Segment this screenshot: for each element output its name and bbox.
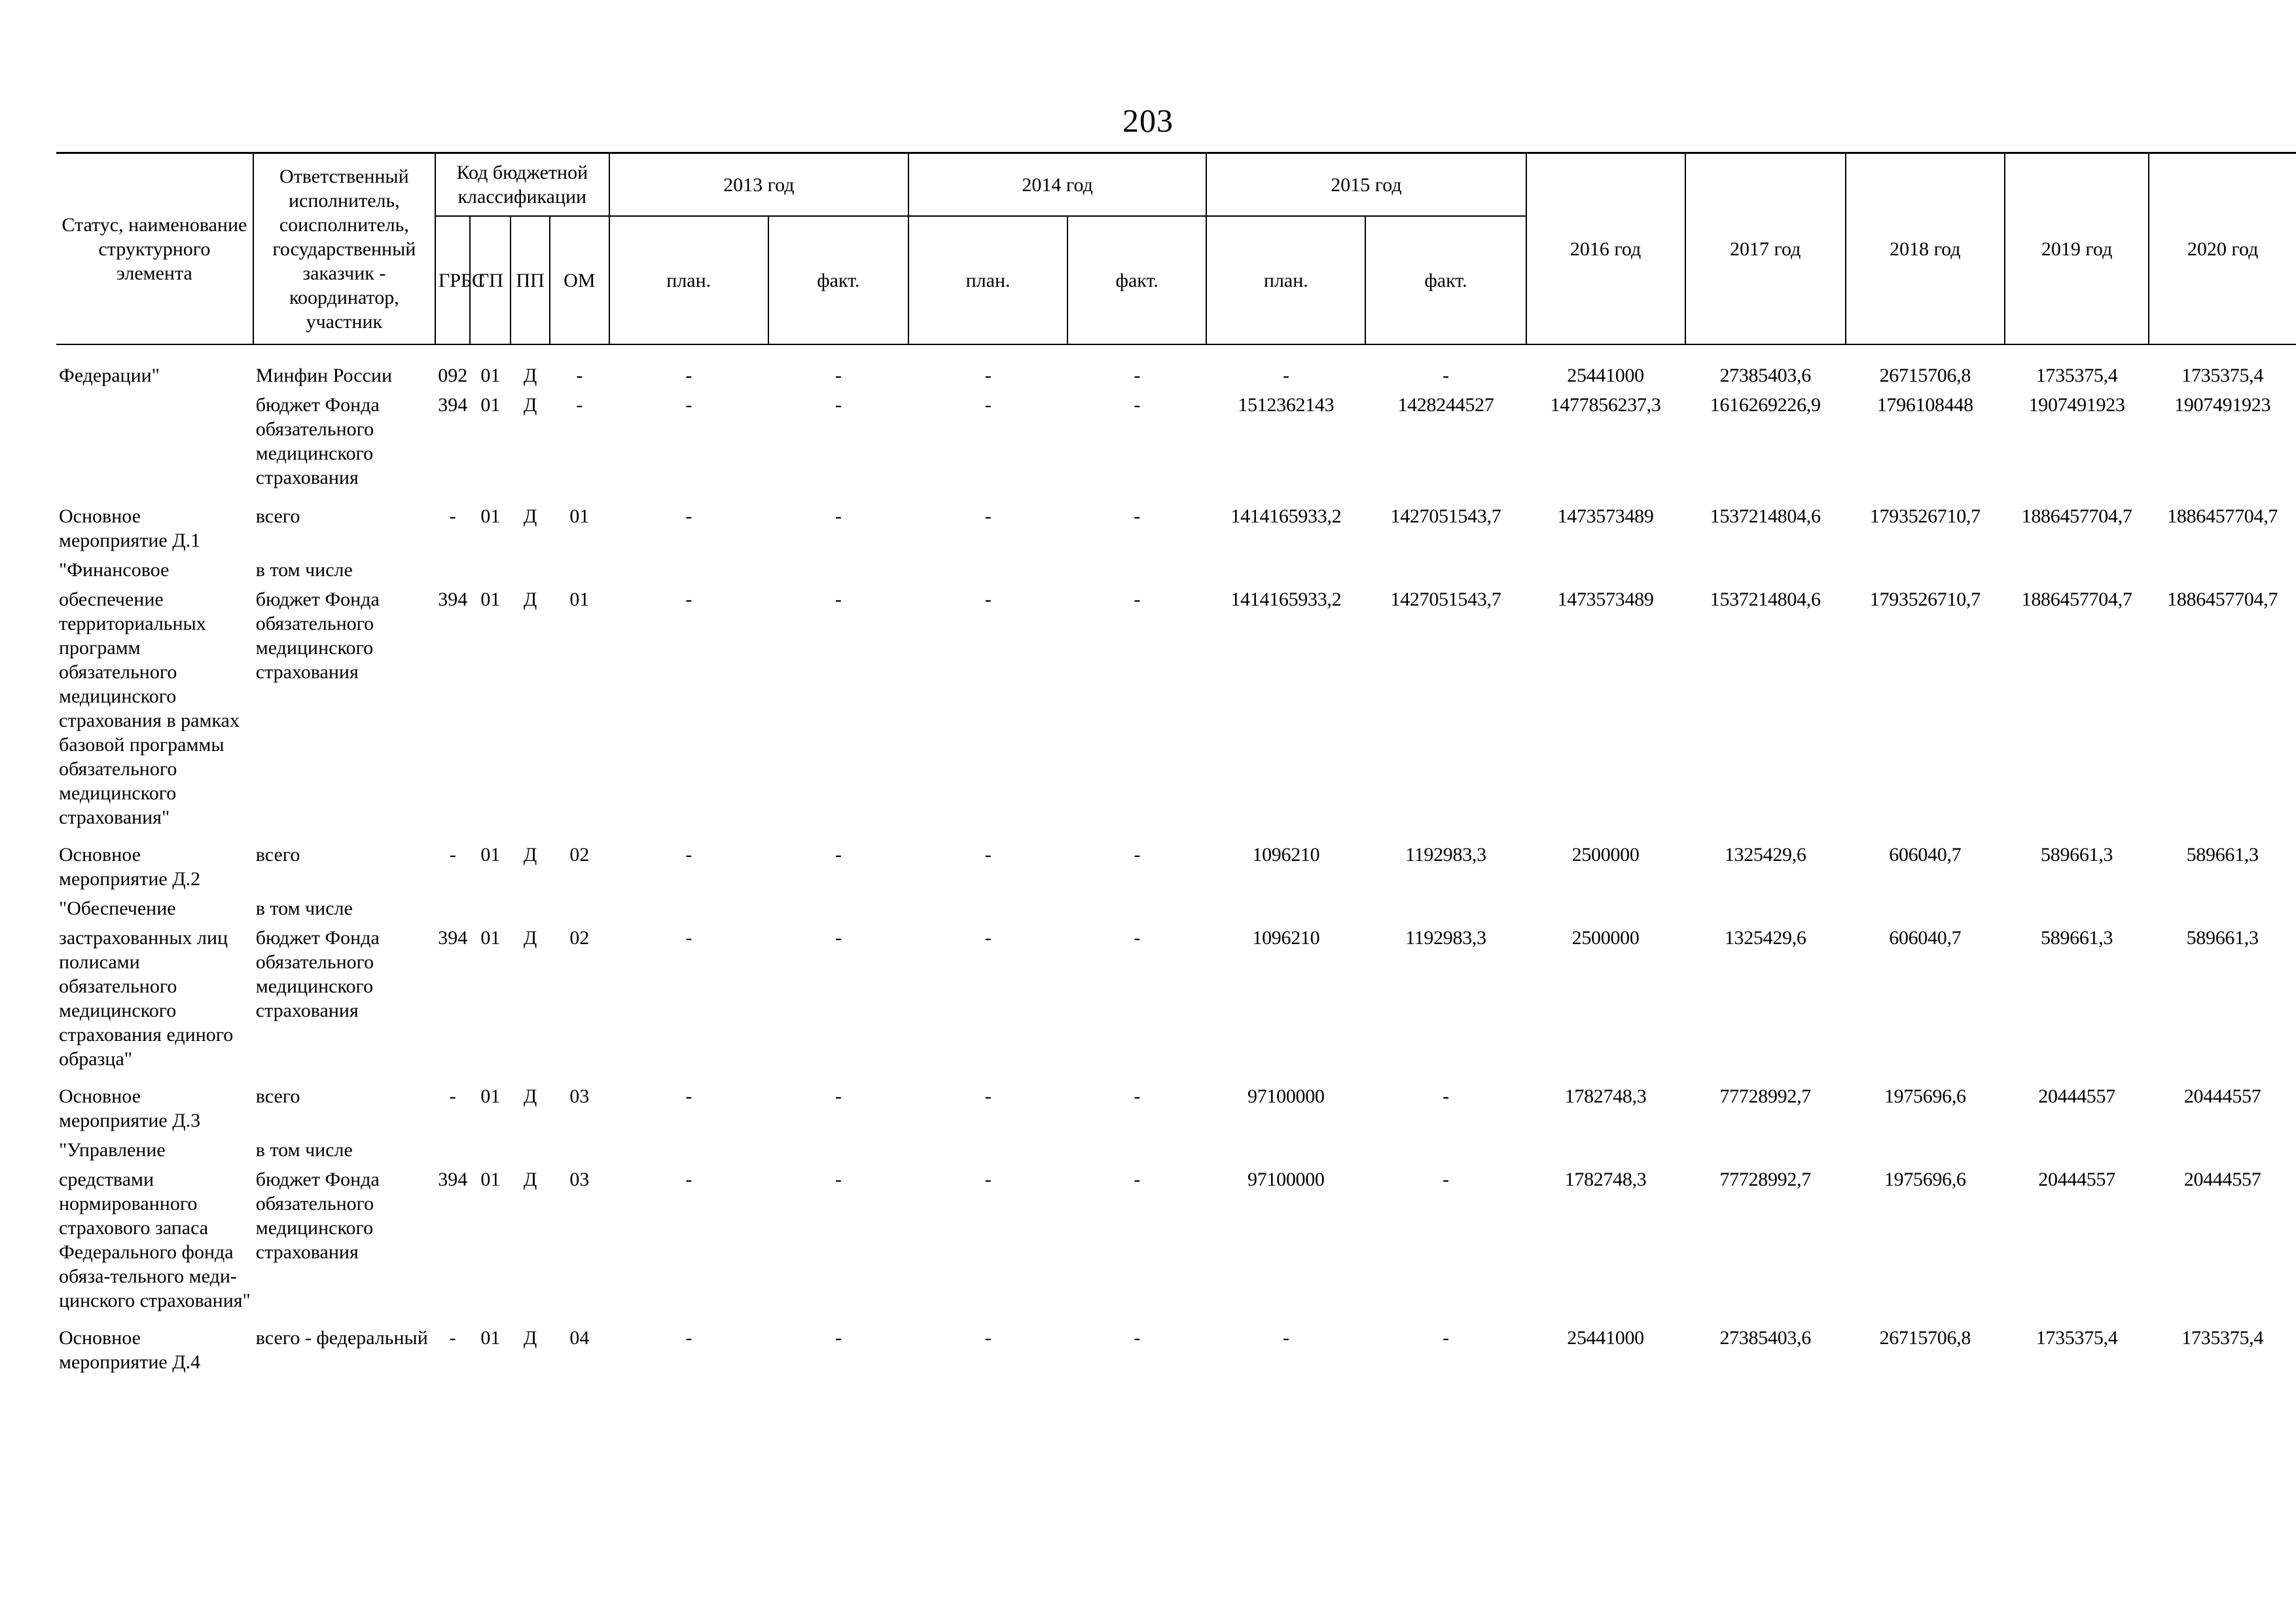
value-2013-fact [768,894,908,923]
value-2020: 589661,3 [2186,927,2259,949]
header-2016: 2016 год [1526,153,1685,345]
value-2014-plan: - [984,394,992,416]
value-2013-plan: - [685,1085,692,1107]
value-2017 [1685,1135,1846,1165]
value-2013-fact: - [835,1327,842,1349]
value-2018 [1846,894,2005,923]
value-2017 [1685,894,1846,923]
budget-table-container [56,152,2296,1377]
table-row [56,1082,2296,1135]
row-status: Федерации" [59,365,160,386]
row-status: Основное мероприятие Д.3 [59,1085,201,1131]
header-2015-fact: факт. [1365,216,1526,344]
value-2019: 589661,3 [2041,927,2113,949]
value-2015-fact: - [1443,365,1449,386]
table-row [56,1323,2296,1377]
value-2014-plan [908,1135,1067,1165]
value-2015-plan: 1512362143 [1238,394,1335,416]
row-responsible: в том числе [255,559,353,581]
value-2020: 20444557 [2183,1085,2261,1107]
table-row [56,1135,2296,1165]
row-om: - [576,394,583,416]
value-2013-plan: - [685,844,692,866]
value-2018: 26715706,8 [1879,1327,1971,1349]
row-spacer [56,492,2296,501]
value-2017: 1325429,6 [1724,927,1806,949]
row-gp [470,1135,511,1165]
value-2015-fact: 1427051543,7 [1390,589,1501,610]
header-2013-plan: план. [609,216,768,344]
row-responsible: всего [255,505,300,527]
row-pp: Д [523,1085,537,1107]
row-status: средствами нормированного страхового запаса Федерального фонда обяза-тельного меди-цинского страхования" [59,1169,251,1311]
row-responsible: Минфин России [255,365,393,386]
value-2019 [2005,894,2149,923]
header-2015: 2015 год [1206,153,1526,217]
header-2013-fact: факт. [768,216,908,344]
value-2018: 26715706,8 [1879,365,1971,386]
row-grbs: - [449,844,456,866]
row-om: 01 [569,589,590,610]
value-2014-plan: - [984,505,992,527]
value-2019: 20444557 [2038,1085,2115,1107]
value-2016 [1526,894,1685,923]
value-2015-plan: - [1282,365,1289,386]
row-om: 03 [569,1169,590,1190]
header-grbs: ГРБС [435,216,471,344]
value-2015-fact: - [1443,1169,1449,1190]
value-2013-fact: - [835,844,842,866]
row-om: 02 [569,927,590,949]
value-2020 [2149,1135,2296,1165]
row-gp [470,555,511,585]
value-2015-fact: - [1443,1327,1449,1349]
value-2015-fact: 1192983,3 [1405,844,1486,866]
value-2014-plan [908,555,1067,585]
row-responsible: бюджет Фонда обязательного медицинского страхования [255,927,380,1021]
row-om: 04 [569,1327,590,1349]
row-gp: 01 [480,365,501,386]
row-pp [511,555,550,585]
value-2016: 25441000 [1567,365,1644,386]
row-om: - [576,365,583,386]
row-grbs: 394 [438,589,468,610]
value-2015-plan [1206,555,1365,585]
value-2016: 2500000 [1571,927,1640,949]
value-2015-plan: - [1282,1327,1289,1349]
value-2015-fact: 1428244527 [1397,394,1494,416]
value-2015-plan: 1414165933,2 [1230,505,1342,527]
value-2014-fact [1067,555,1206,585]
table-header [56,153,2296,345]
header-2020: 2020 год [2149,153,2296,345]
value-2020: 1886457704,7 [2167,589,2278,610]
value-2013-fact: - [835,589,842,610]
value-2018: 1793526710,7 [1869,505,1981,527]
value-2013-plan: - [685,365,692,386]
value-2014-fact: - [1134,394,1141,416]
value-2019: 1886457704,7 [2021,505,2132,527]
row-status: Основное мероприятие Д.4 [59,1327,201,1373]
row-gp: 01 [480,927,501,949]
row-spacer [56,1315,2296,1323]
value-2017: 77728992,7 [1719,1085,1811,1107]
value-2013-fact: - [835,1085,842,1107]
value-2015-plan: 1096210 [1252,927,1320,949]
value-2016: 1782748,3 [1564,1169,1647,1190]
row-spacer [56,832,2296,840]
value-2016: 1477856237,3 [1550,394,1661,416]
row-status: обеспечение территориальных программ обязательного медицинского страхования в рамках базовой программы обязательного медицинского страхования" [59,589,240,828]
row-status: застрахованных лиц полисами обязательного медицинского страхования единого образца" [59,927,234,1070]
row-pp: Д [523,365,537,386]
value-2019 [2005,1135,2149,1165]
row-status [56,390,253,492]
value-2013-plan: - [685,589,692,610]
value-2020: 1735375,4 [2181,365,2264,386]
header-2018: 2018 год [1846,153,2005,345]
value-2013-plan: - [685,394,692,416]
value-2014-plan: - [984,1169,992,1190]
row-om: 02 [569,844,590,866]
row-grbs: 394 [438,1169,468,1190]
value-2018: 1796108448 [1876,394,1973,416]
value-2020: 20444557 [2183,1169,2261,1190]
value-2019 [2005,555,2149,585]
row-responsible: всего - федеральный [255,1327,428,1349]
value-2020 [2149,894,2296,923]
value-2013-fact [768,555,908,585]
header-responsible: Ответственный исполнитель, соисполнитель, государственный заказчик - координатор, участник [253,153,435,345]
value-2014-fact [1067,1135,1206,1165]
value-2019: 589661,3 [2041,844,2113,866]
row-grbs: 092 [438,365,468,386]
row-gp: 01 [480,589,501,610]
value-2018 [1846,1135,2005,1165]
value-2014-fact: - [1134,1327,1141,1349]
value-2017: 1325429,6 [1724,844,1806,866]
row-om: 01 [569,505,590,527]
value-2016: 25441000 [1567,1327,1644,1349]
value-2018: 1975696,6 [1884,1169,1966,1190]
table-row [56,1165,2296,1315]
value-2016 [1526,1135,1685,1165]
row-om [550,1135,609,1165]
value-2013-plan [609,1135,768,1165]
value-2014-fact: - [1134,505,1141,527]
value-2014-fact: - [1134,927,1141,949]
value-2013-plan: - [685,505,692,527]
value-2014-fact: - [1134,844,1141,866]
value-2014-fact: - [1134,589,1141,610]
row-gp: 01 [480,1085,501,1107]
header-2019: 2019 год [2005,153,2149,345]
value-2013-fact: - [835,365,842,386]
row-gp: 01 [480,394,501,416]
row-grbs: 394 [438,394,468,416]
row-pp: Д [523,394,537,416]
row-status: Основное мероприятие Д.1 [59,505,201,551]
value-2015-plan: 1096210 [1252,844,1320,866]
value-2015-plan: 97100000 [1247,1085,1325,1107]
row-pp: Д [523,1169,537,1190]
row-grbs: - [449,1085,456,1107]
header-gp: ГП [470,216,511,344]
value-2014-fact: - [1134,1169,1141,1190]
row-status: Основное мероприятие Д.2 [59,844,201,890]
value-2017: 1537214804,6 [1710,589,1821,610]
row-grbs [435,1135,471,1165]
value-2014-plan: - [984,927,992,949]
header-2013: 2013 год [609,153,908,217]
row-grbs: - [449,505,456,527]
value-2013-plan [609,555,768,585]
value-2015-fact [1365,1135,1526,1165]
value-2016: 1473573489 [1557,505,1654,527]
header-budget-code: Код бюджетной классификации [435,153,609,217]
value-2019: 1886457704,7 [2021,589,2132,610]
value-2015-fact [1365,894,1526,923]
value-2014-plan: - [984,1085,992,1107]
value-2017: 27385403,6 [1719,365,1811,386]
value-2014-fact [1067,894,1206,923]
value-2020: 1886457704,7 [2167,505,2278,527]
value-2016: 2500000 [1571,844,1640,866]
value-2020 [2149,555,2296,585]
value-2013-plan: - [685,1169,692,1190]
value-2013-fact: - [835,505,842,527]
value-2015-plan [1206,894,1365,923]
value-2020: 1907491923 [2174,394,2271,416]
value-2015-fact: 1192983,3 [1405,927,1486,949]
table-row [56,894,2296,923]
value-2018: 606040,7 [1889,844,1962,866]
row-pp [511,1135,550,1165]
table-row [56,361,2296,390]
table-row [56,555,2296,585]
row-pp [511,894,550,923]
row-pp: Д [523,1327,537,1349]
value-2014-fact: - [1134,365,1141,386]
value-2016: 1473573489 [1557,589,1654,610]
header-2014: 2014 год [908,153,1206,217]
row-gp: 01 [480,1327,501,1349]
row-responsible: бюджет Фонда обязательного медицинского страхования [255,589,380,683]
value-2015-plan: 1414165933,2 [1230,589,1342,610]
value-2019: 1735375,4 [2036,1327,2118,1349]
row-grbs [435,894,471,923]
value-2014-plan: - [984,365,992,386]
value-2017: 77728992,7 [1719,1169,1811,1190]
table-row [56,501,2296,555]
value-2013-plan: - [685,927,692,949]
row-responsible: в том числе [255,1139,353,1161]
row-gp: 01 [480,505,501,527]
header-2017: 2017 год [1685,153,1846,345]
row-responsible: всего [255,844,300,866]
value-2018 [1846,555,2005,585]
header-2014-plan: план. [908,216,1067,344]
value-2013-plan [609,894,768,923]
table-row [56,390,2296,492]
table-row [56,840,2296,894]
row-gp: 01 [480,844,501,866]
value-2014-plan: - [984,844,992,866]
row-responsible: всего [255,1085,300,1107]
value-2017: 27385403,6 [1719,1327,1811,1349]
table-body [56,344,2296,1377]
row-pp: Д [523,505,537,527]
value-2016: 1782748,3 [1564,1085,1647,1107]
row-om: 03 [569,1085,590,1107]
value-2017: 1537214804,6 [1710,505,1821,527]
value-2016 [1526,555,1685,585]
value-2019: 1735375,4 [2036,365,2118,386]
value-2013-fact: - [835,1169,842,1190]
value-2017 [1685,555,1846,585]
row-grbs: - [449,1327,456,1349]
value-2014-plan [908,894,1067,923]
value-2013-fact: - [835,394,842,416]
value-2019: 20444557 [2038,1169,2115,1190]
row-grbs: 394 [438,927,468,949]
header-status: Статус, наименование структурного элемента [56,153,253,345]
value-2018: 1975696,6 [1884,1085,1966,1107]
row-responsible: бюджет Фонда обязательного медицинского страхования [255,394,380,488]
value-2015-plan [1206,1135,1365,1165]
value-2020: 589661,3 [2186,844,2259,866]
value-2014-plan: - [984,1327,992,1349]
value-2015-fact: 1427051543,7 [1390,505,1501,527]
row-status: "Обеспечение [59,898,176,919]
row-status: "Финансовое [59,559,170,581]
value-2014-plan: - [984,589,992,610]
header-2015-plan: план. [1206,216,1365,344]
budget-table [56,152,2296,1377]
value-2015-fact [1365,555,1526,585]
row-responsible: бюджет Фонда обязательного медицинского страхования [255,1169,380,1263]
value-2014-fact: - [1134,1085,1141,1107]
value-2018: 1793526710,7 [1869,589,1981,610]
value-2013-fact: - [835,927,842,949]
row-om [550,555,609,585]
value-2018: 606040,7 [1889,927,1962,949]
value-2013-plan: - [685,1327,692,1349]
header-pp: ПП [511,216,550,344]
row-spacer [56,1074,2296,1082]
value-2019: 1907491923 [2028,394,2125,416]
row-pp: Д [523,589,537,610]
row-pp: Д [523,927,537,949]
value-2015-fact: - [1443,1085,1449,1107]
row-gp [470,894,511,923]
row-pp: Д [523,844,537,866]
row-gp: 01 [480,1169,501,1190]
table-row [56,585,2296,832]
header-2014-fact: факт. [1067,216,1206,344]
value-2015-plan: 97100000 [1247,1169,1325,1190]
table-row [56,923,2296,1074]
row-om [550,894,609,923]
row-status: "Управление [59,1139,166,1161]
header-om: ОМ [550,216,609,344]
value-2017: 1616269226,9 [1710,394,1821,416]
row-grbs [435,555,471,585]
row-responsible: в том числе [255,898,353,919]
value-2020: 1735375,4 [2181,1327,2264,1349]
page-number: 203 [1122,102,1174,139]
value-2013-fact [768,1135,908,1165]
